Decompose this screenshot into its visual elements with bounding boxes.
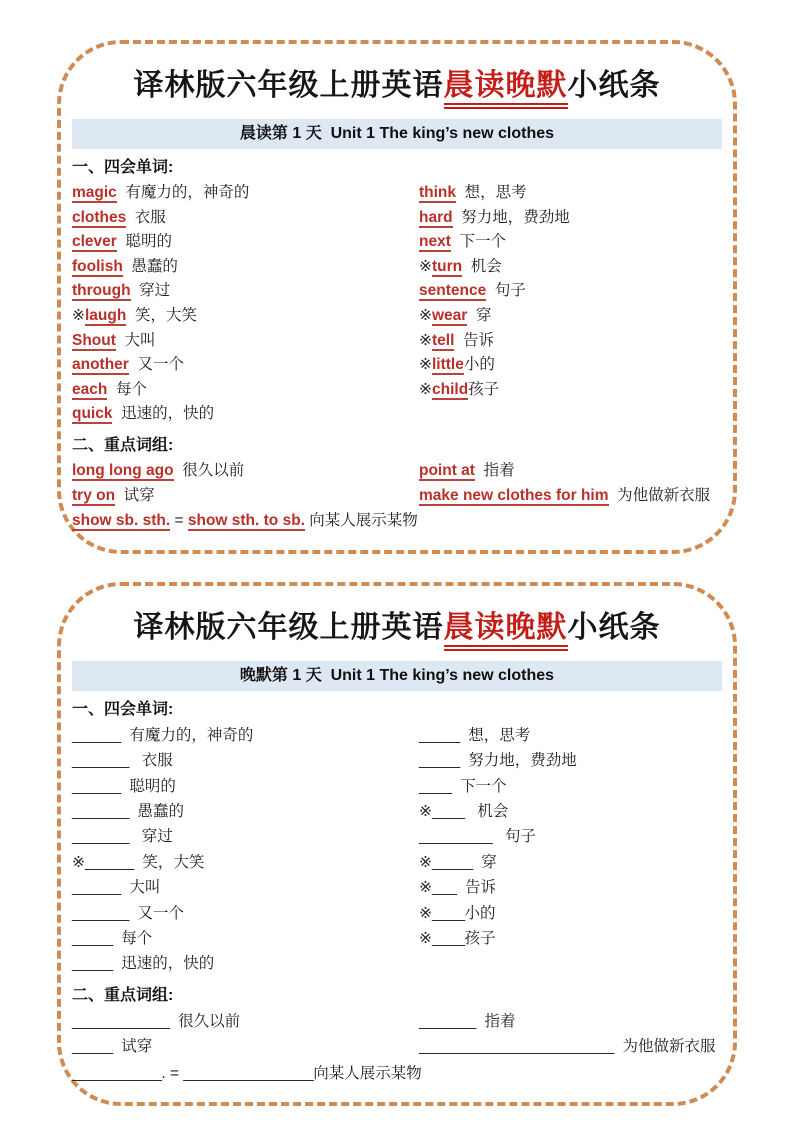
word-cn: 努力地，费劲地: [452, 208, 570, 226]
word-en: sentence: [419, 282, 487, 300]
answer-blank[interactable]: ___________: [72, 1064, 162, 1082]
answer-blank[interactable]: _____: [72, 955, 113, 973]
answer-blank[interactable]: ____: [432, 802, 465, 820]
phrase-row: [419, 1009, 722, 1034]
answer-blank[interactable]: _____: [432, 853, 473, 871]
word-cn: 告诉: [456, 879, 496, 897]
word-row: [72, 901, 419, 926]
title-suffix: 小纸条: [567, 610, 661, 644]
word-columns: [72, 181, 722, 427]
page-title: [72, 610, 722, 646]
word-cn: 又一个: [128, 904, 184, 922]
word-row: [419, 875, 722, 900]
star-mark: ※: [419, 929, 432, 947]
phrase-cn: 试穿: [115, 486, 155, 504]
word-cn: 有魔力的，神奇的: [116, 184, 250, 201]
word-cn: 下一个: [450, 233, 506, 251]
phrase-cn: 指着: [474, 461, 515, 479]
word-en: next: [419, 233, 451, 251]
word-row: [419, 378, 722, 403]
phrase-cn: 向某人展示某物: [304, 512, 418, 530]
phrase-cn: 很久以前: [173, 461, 245, 479]
answer-blank[interactable]: _____: [419, 752, 460, 770]
word-en: clever: [72, 233, 117, 251]
phrase-en: show sth. to sb.: [187, 512, 305, 530]
word-cn: 告诉: [454, 331, 495, 349]
phrase-columns: [72, 1009, 722, 1060]
phrase-cn: 为他做新衣服: [613, 1038, 716, 1056]
star-mark: ※: [72, 853, 85, 871]
answer-blank[interactable]: _______: [72, 828, 129, 846]
word-cn: 愚蠢的: [122, 257, 178, 275]
title-suffix: 小纸条: [567, 69, 661, 102]
word-row: [419, 824, 722, 849]
word-en: wear: [432, 306, 468, 324]
star-mark: ※: [72, 306, 85, 324]
word-row: [72, 748, 419, 773]
title-highlight: 晨读晚默: [444, 69, 568, 109]
phrase-en: try on: [72, 486, 116, 504]
word-cn: 小的: [464, 904, 496, 922]
title-prefix: 译林版六年级上册英语: [133, 610, 444, 644]
word-row: [72, 230, 419, 255]
word-cn: 穿过: [128, 828, 173, 846]
title-highlight: 晨读晚默: [444, 611, 568, 651]
phrase-cn: 向某人展示某物: [313, 1064, 422, 1082]
phrase-column-right: [419, 459, 722, 508]
phrase-cn: 为他做新衣服: [608, 486, 711, 504]
word-cn: 聪明的: [116, 233, 172, 251]
phrase-cn: 很久以前: [169, 1012, 241, 1030]
answer-blank[interactable]: _____: [419, 726, 460, 744]
unit-header-morning: 晨读第 1 天 Unit 1 The king’s new clothes: [72, 119, 722, 149]
star-mark: ※: [419, 802, 432, 820]
star-mark: ※: [419, 904, 432, 922]
page-title: [72, 68, 722, 104]
equals-separator: =: [170, 512, 188, 530]
phrase-column-right: [419, 1009, 722, 1060]
word-row: [72, 951, 419, 976]
word-cn: 迅速的，快的: [112, 955, 215, 973]
phrase-column-left: [72, 1009, 419, 1060]
title-prefix: 译林版六年级上册英语: [133, 69, 444, 102]
word-cn: 有魔力的，神奇的: [120, 726, 254, 744]
word-cn: 每个: [107, 380, 147, 398]
phrase-en: point at: [419, 461, 475, 479]
section-title-phrases: 二、重点词组:: [72, 986, 174, 1004]
answer-blank[interactable]: ______: [72, 777, 121, 795]
word-cn: 机会: [464, 802, 509, 820]
word-cn: 穿: [467, 306, 492, 324]
section-title-phrases: 二、重点词组:: [72, 436, 174, 454]
word-row: [72, 378, 419, 403]
phrase-row: [419, 1034, 722, 1059]
word-row: [72, 304, 419, 329]
word-row: [419, 850, 722, 875]
word-column-right: [419, 181, 722, 427]
word-row: [419, 723, 722, 748]
word-en: magic: [72, 184, 117, 201]
word-cn: 聪明的: [120, 777, 176, 795]
word-cn: 穿过: [130, 282, 171, 300]
word-row: [72, 875, 419, 900]
word-en: hard: [419, 208, 453, 226]
word-cn: 衣服: [128, 752, 173, 770]
word-cn: 迅速的，快的: [112, 405, 215, 423]
answer-blank[interactable]: ____: [432, 929, 465, 947]
word-en: clothes: [72, 208, 127, 226]
word-cn: 想，思考: [456, 184, 527, 201]
word-row: [72, 850, 419, 875]
star-mark: ※: [419, 879, 432, 897]
word-row: [419, 206, 722, 231]
answer-blank[interactable]: ______: [85, 853, 134, 871]
word-row: [419, 304, 722, 329]
star-mark: ※: [419, 356, 432, 374]
word-row: [72, 181, 419, 206]
answer-blank[interactable]: ___: [432, 879, 457, 897]
phrase-cn: 指着: [475, 1012, 516, 1030]
phrase-columns: [72, 459, 722, 508]
answer-blank[interactable]: ____: [419, 777, 452, 795]
answer-blank[interactable]: _____: [72, 929, 113, 947]
phrase-en: long long ago: [72, 461, 174, 479]
word-column-left: [72, 181, 419, 427]
word-row: [72, 279, 419, 304]
word-row: [419, 774, 722, 799]
word-row: [419, 255, 722, 280]
word-en: think: [419, 184, 457, 201]
phrase-row: [72, 1034, 419, 1059]
word-row: [419, 329, 722, 354]
phrase-cn: 试穿: [112, 1038, 153, 1056]
star-mark: ※: [419, 853, 432, 871]
word-cn: 下一个: [451, 777, 507, 795]
phrase-en: show sb. sth.: [72, 512, 171, 530]
answer-blank[interactable]: _________: [419, 828, 493, 846]
word-cn: 衣服: [126, 208, 166, 226]
word-row: [419, 230, 722, 255]
star-mark: ※: [419, 306, 432, 324]
word-en: laugh: [85, 306, 127, 324]
word-row: [72, 402, 419, 427]
answer-blank[interactable]: ______: [72, 879, 121, 897]
word-en: quick: [72, 405, 113, 423]
answer-blank[interactable]: ______: [72, 726, 121, 744]
word-en: turn: [432, 257, 463, 275]
word-en: through: [72, 282, 131, 300]
evening-dictation-card: [57, 582, 737, 1106]
answer-blank[interactable]: _______: [72, 752, 129, 770]
word-en: Shout: [72, 331, 116, 349]
answer-blank[interactable]: _______: [72, 802, 129, 820]
word-row: [72, 799, 419, 824]
word-cn: 笑，大笑: [133, 853, 205, 871]
section-title-words: 一、四会单词:: [72, 700, 174, 718]
answer-blank[interactable]: ________________: [183, 1064, 314, 1082]
word-column-right: [419, 723, 722, 977]
answer-blank[interactable]: _____: [72, 1038, 113, 1056]
answer-blank[interactable]: _______: [419, 1012, 476, 1030]
word-en: tell: [432, 331, 455, 349]
word-cn: 孩子: [468, 380, 500, 398]
word-cn: 又一个: [128, 356, 184, 374]
word-row: [419, 926, 722, 951]
word-row: [419, 181, 722, 206]
word-column-left: [72, 723, 419, 977]
word-cn: 愚蠢的: [128, 802, 184, 820]
word-en: each: [72, 380, 108, 398]
word-cn: 机会: [462, 257, 502, 275]
answer-blank[interactable]: ____________: [72, 1012, 170, 1030]
word-en: another: [72, 356, 129, 374]
word-cn: 大叫: [120, 879, 161, 897]
word-row: [72, 723, 419, 748]
word-row: [72, 824, 419, 849]
word-cn: 大叫: [115, 331, 156, 349]
word-row: [419, 748, 722, 773]
star-mark: ※: [419, 380, 432, 398]
phrase-en: make new clothes for him: [419, 486, 609, 504]
word-row: [72, 926, 419, 951]
phrase-row: [72, 1009, 419, 1034]
phrase-row-full: [72, 509, 722, 534]
answer-blank[interactable]: ____: [432, 904, 465, 922]
word-cn: 句子: [492, 828, 537, 846]
word-row: [72, 329, 419, 354]
word-cn: 每个: [112, 929, 153, 947]
phrase-row: [72, 459, 419, 484]
phrase-row: [72, 484, 419, 509]
star-mark: ※: [419, 331, 432, 349]
word-row: [419, 799, 722, 824]
word-row: [72, 353, 419, 378]
word-row: [419, 279, 722, 304]
word-cn: 孩子: [464, 929, 496, 947]
word-cn: 穿: [472, 853, 497, 871]
word-row: [419, 353, 722, 378]
word-cn: 小的: [463, 356, 495, 374]
word-en: child: [432, 380, 469, 398]
phrase-row: [419, 484, 722, 509]
equals-separator: . =: [161, 1064, 184, 1082]
word-row: [72, 206, 419, 231]
word-cn: 笑，大笑: [126, 306, 197, 324]
word-en: little: [432, 356, 464, 374]
unit-header-evening: 晚默第 1 天 Unit 1 The king’s new clothes: [72, 661, 722, 691]
section-title-words: 一、四会单词:: [72, 159, 174, 176]
word-columns: [72, 723, 722, 977]
word-cn: 努力地，费劲地: [459, 752, 577, 770]
word-row: [419, 901, 722, 926]
word-row: [72, 774, 419, 799]
word-cn: 句子: [486, 282, 526, 300]
answer-blank[interactable]: ________________________: [419, 1038, 614, 1056]
answer-blank[interactable]: _______: [72, 904, 129, 922]
phrase-row: [419, 459, 722, 484]
phrase-column-left: [72, 459, 419, 508]
word-en: foolish: [72, 257, 123, 275]
phrase-row-full: [72, 1061, 722, 1086]
morning-reading-card: [57, 40, 737, 554]
star-mark: ※: [419, 257, 432, 275]
word-row: [72, 255, 419, 280]
word-cn: 想，思考: [459, 726, 531, 744]
